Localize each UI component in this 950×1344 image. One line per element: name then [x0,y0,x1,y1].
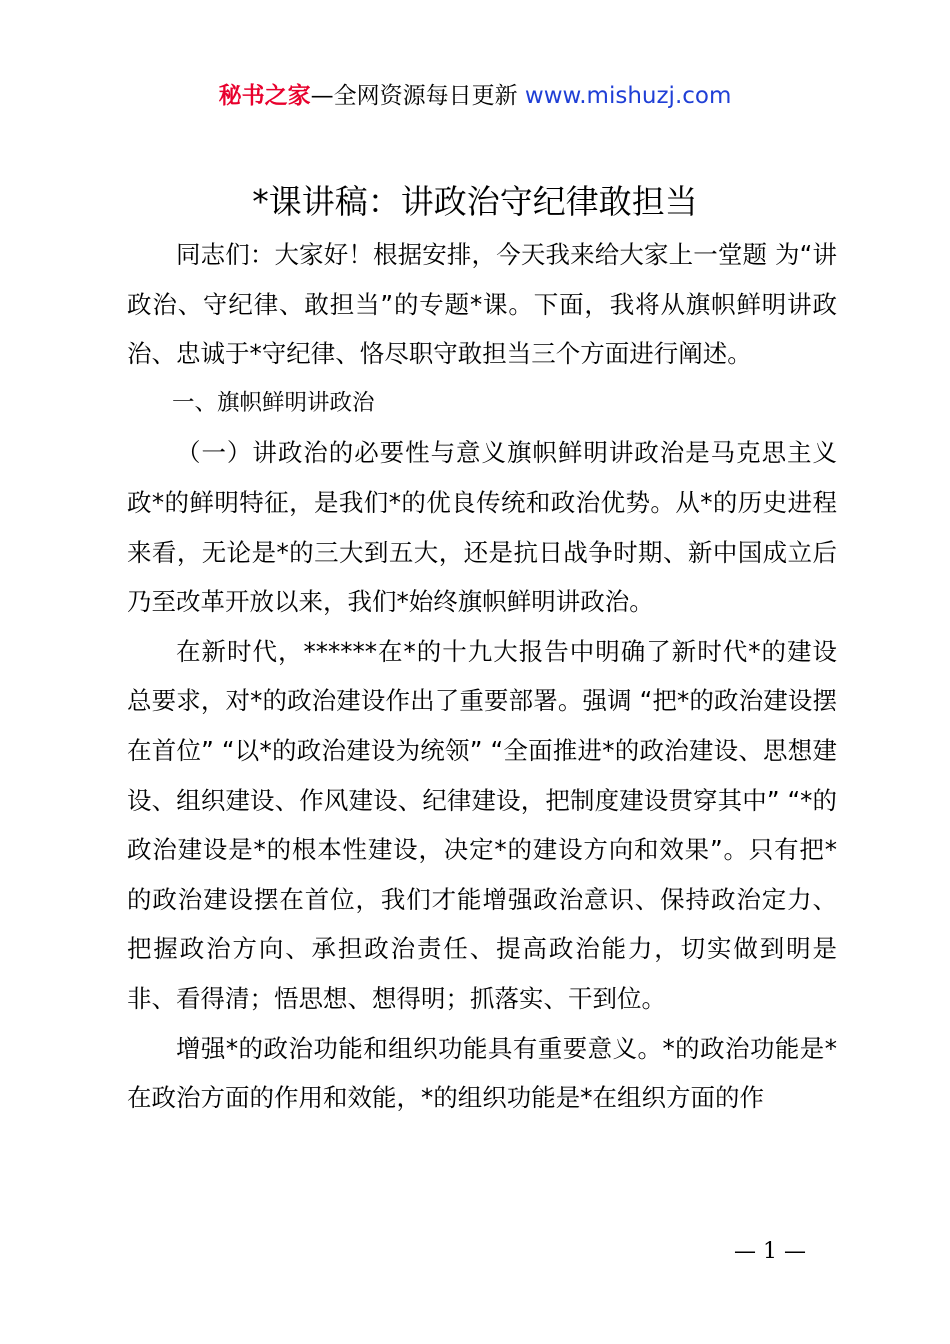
site-header [0,80,950,112]
page-number: — 1 — [734,1239,806,1264]
brand-name: 秘书之家 [218,83,311,109]
paragraph-intro: 同志们：大家好！根据安排，今天我来给大家上一堂题 为“讲政治、守纪律、敢担当”的专题*课。下面，我将从旗帜鲜明讲政治、忠诚于*守纪律、恪尽职守敢担当三个方面进行阐述。 [127,240,837,369]
document-title: *课讲稿：讲政治守纪律敢担当 [252,182,698,221]
paragraph: 在新时代，******在*的十九大报告中明确了新时代*的建设总要求，对*的政治建设作出了重要部署。强调 “把*的政治建设摆在首位” “以*的政治建设为统领” “全面推进*的政治建设、思想建设、组织建设、作风建设、纪律建设，把制度建设贯穿其中” “*的政治建设是*的根本性建设，决定*的建设方向和效果”。只有把*的政治建设摆在首位，我们才能增强政治意识、保持政治定力、把握政治方向、承担政治责任、提高政治能力，切实做到明是非、看得清；悟思想、想得明；抓落实、干到位。 [127,636,837,1013]
header-tagline: —全网资源每日更新 [310,83,518,109]
section-heading: 一、旗帜鲜明讲政治 [172,389,375,416]
paragraph: 增强*的政治功能和组织功能具有重要意义。*的政治功能是*在政治方面的作用和效能，*的组织功能是*在组织方面的作 [127,1033,837,1113]
site-url-link[interactable]: www.mishuzj.com [524,83,732,109]
paragraph: （一）讲政治的必要性与意义旗帜鲜明讲政治是马克思主义政*的鲜明特征，是我们*的优良传统和政治优势。从*的历史进程来看，无论是*的三大到五大，还是抗日战争时期、新中国成立后乃至改革开放以来，我们*始终旗帜鲜明讲政治。 [127,438,837,617]
document-body [127,230,837,1123]
